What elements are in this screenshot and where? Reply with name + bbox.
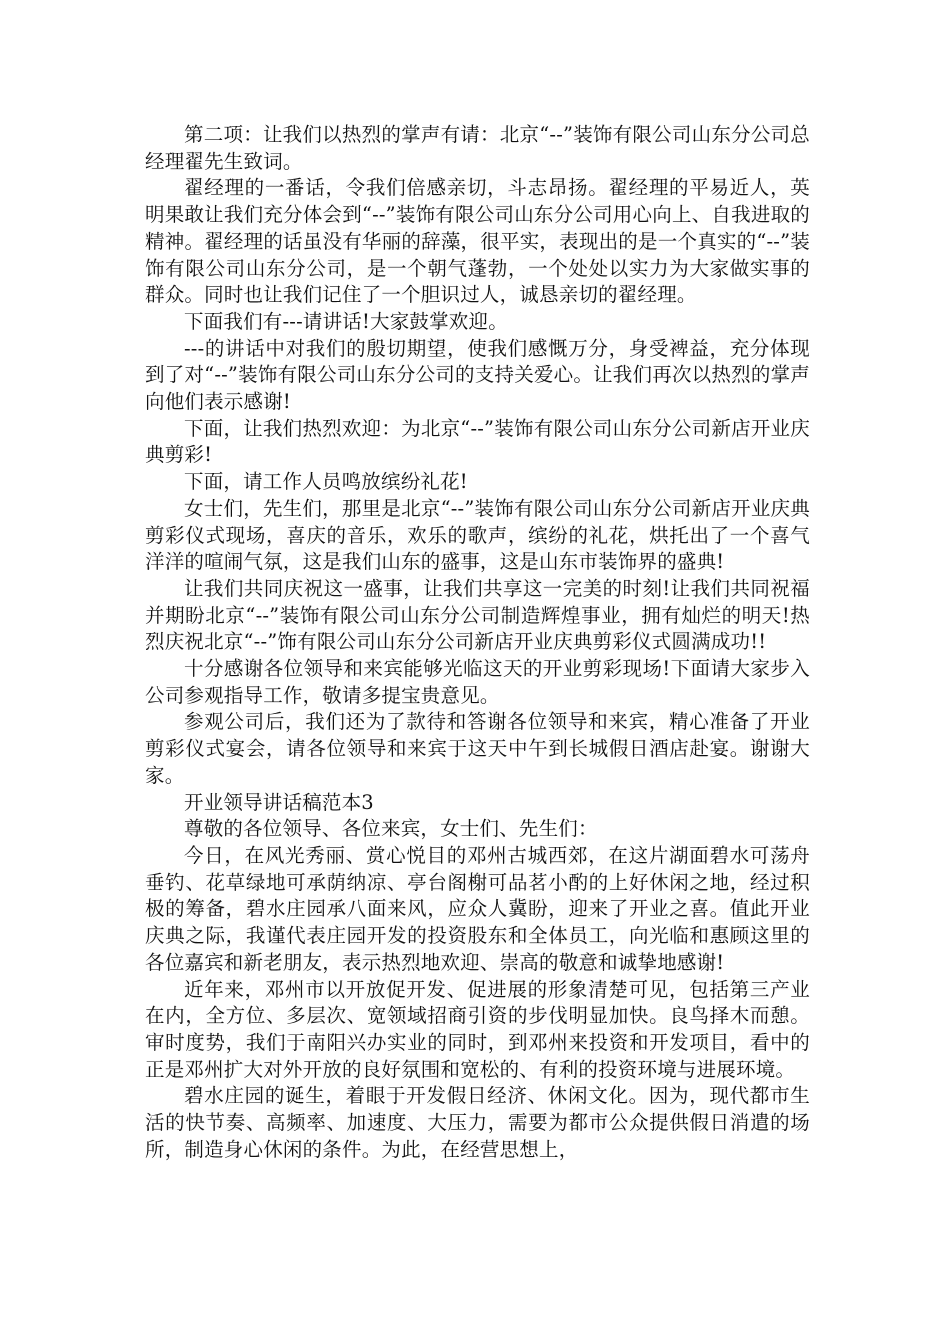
paragraph-7: 女士们，先生们，那里是北京“--”装饰有限公司山东分公司新店开业庆典剪彩仪式现场，喜庆的音乐，欢乐的歌声，缤纷的礼花，烘托出了一个喜气洋洋的喧闹气氛，这是我们山东的盛事，这是山东市装饰界的盛典! xyxy=(145,496,810,574)
document-page xyxy=(145,122,810,1163)
paragraph-9: 十分感谢各位领导和来宾能够光临这天的开业剪彩现场!下面请大家步入公司参观指导工作，敬请多提宝贵意见。 xyxy=(145,657,810,707)
paragraph-6: 下面，请工作人员鸣放缤纷礼花! xyxy=(184,470,468,494)
paragraph-1: 第二项：让我们以热烈的掌声有请：北京“--”装饰有限公司山东分公司总经理翟先生致词。 xyxy=(145,123,810,173)
paragraph-14: 近年来，邓州市以开放促开发、促进展的形象清楚可见，包括第三产业在内，全方位、多层次、宽领域招商引资的步伐明显加快。良鸟择木而憩。审时度势，我们于南阳兴办实业的同时，到邓州来投资和开发项目，看中的正是邓州扩大对外开放的良好氛围和宽松的、有利的投资环境与进展环境。 xyxy=(145,977,810,1081)
paragraph-13: 今日，在风光秀丽、赏心悦目的邓州古城西郊，在这片湖面碧水可荡舟垂钓、花草绿地可承荫纳凉、亭台阁榭可品茗小酌的上好休闲之地，经过积极的筹备，碧水庄园承八面来风，应众人冀盼，迎来了开业之喜。值此开业庆典之际，我谨代表庄园开发的投资股东和全体员工，向光临和惠顾这里的各位嘉宾和新老朋友，表示热烈地欢迎、崇高的敬意和诚挚地感谢! xyxy=(145,843,810,974)
paragraph-2: 翟经理的一番话，令我们倍感亲切，斗志昂扬。翟经理的平易近人，英明果敢让我们充分体会到“--”装饰有限公司山东分公司用心向上、自我进取的精神。翟经理的话虽没有华丽的辞藻，很平实，表现出的是一个真实的“--”装饰有限公司山东分公司，是一个朝气蓬勃，一个处处以实力为大家做实事的群众。同时也让我们记住了一个胆识过人，诚恳亲切的翟经理。 xyxy=(145,176,810,307)
paragraph-3: 下面我们有---请讲话!大家鼓掌欢迎。 xyxy=(184,309,508,333)
paragraph-8: 让我们共同庆祝这一盛事，让我们共享这一完美的时刻!让我们共同祝福并期盼北京“--”装饰有限公司山东分公司制造辉煌事业，拥有灿烂的明天!热烈庆祝北京“--”饰有限公司山东分公司新店开业庆典剪彩仪式圆满成功!! xyxy=(145,576,810,654)
paragraph-4: ---的讲话中对我们的殷切期望，使我们感慨万分，身受裨益，充分体现到了对“--”装饰有限公司山东分公司的支持关爱心。让我们再次以热烈的掌声向他们表示感谢! xyxy=(145,336,810,414)
section-heading: 开业领导讲话稿范本3 xyxy=(184,790,374,814)
paragraph-15: 碧水庄园的诞生，着眼于开发假日经济、休闲文化。因为，现代都市生活的快节奏、高频率、加速度、大压力，需要为都市公众提供假日消遣的场所，制造身心休闲的条件。为此，在经营思想上， xyxy=(145,1084,810,1161)
paragraph-5: 下面，让我们热烈欢迎：为北京“--”装饰有限公司山东分公司新店开业庆典剪彩! xyxy=(145,416,810,467)
salutation: 尊敬的各位领导、各位来宾，女士们、先生们： xyxy=(184,817,598,841)
paragraph-10: 参观公司后，我们还为了款待和答谢各位领导和来宾，精心准备了开业剪彩仪式宴会，请各位领导和来宾于这天中午到长城假日酒店赴宴。谢谢大家。 xyxy=(145,710,810,787)
